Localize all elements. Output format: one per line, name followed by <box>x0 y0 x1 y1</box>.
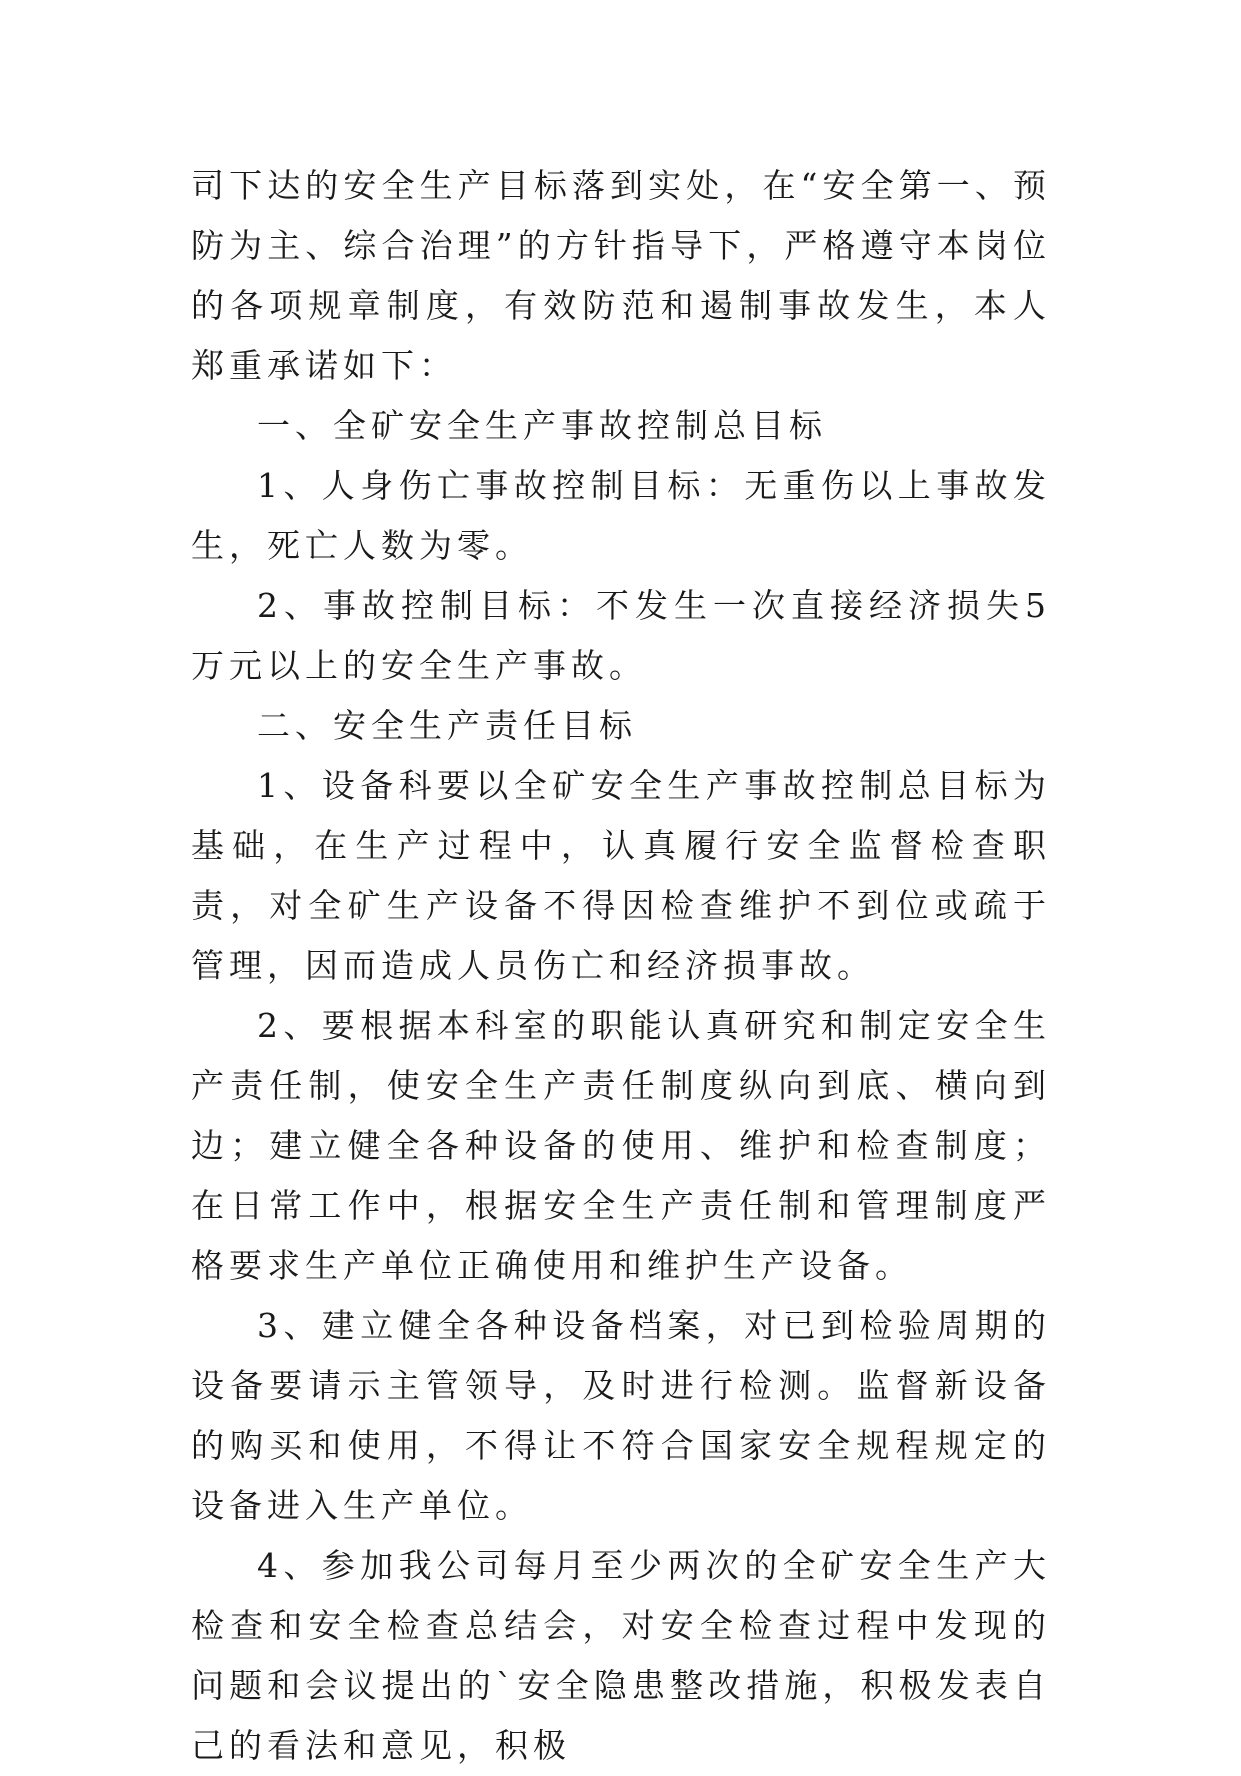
paragraph-2-3: 3、建立健全各种设备档案，对已到检验周期的设备要请示主管领导，及时进行检测。监督新设备的购买和使用，不得让不符合国家安全规程规定的设备进入生产单位。 <box>191 1306 1051 1525</box>
paragraph-1-1: 1、人身伤亡事故控制目标：无重伤以上事故发生，死亡人数为零。 <box>191 466 1051 565</box>
document-body <box>191 156 1051 1776</box>
paragraph-1-2: 2、事故控制目标：不发生一次直接经济损失5万元以上的安全生产事故。 <box>191 586 1051 685</box>
paragraph-2-1: 1、设备科要以全矿安全生产事故控制总目标为基础，在生产过程中，认真履行安全监督检查职责，对全矿生产设备不得因检查维护不到位或疏于管理，因而造成人员伤亡和经济损事故。 <box>191 766 1051 985</box>
paragraph-intro-continuation: 司下达的安全生产目标落到实处，在“安全第一、预防为主、综合治理”的方针指导下，严格遵守本岗位的各项规章制度，有效防范和遏制事故发生，本人郑重承诺如下： <box>191 166 1051 385</box>
section-heading-1: 一、全矿安全生产事故控制总目标 <box>257 406 827 445</box>
paragraph-2-2: 2、要根据本科室的职能认真研究和制定安全生产责任制，使安全生产责任制度纵向到底、横向到边；建立健全各种设备的使用、维护和检查制度；在日常工作中，根据安全生产责任制和管理制度严格要求生产单位正确使用和维护生产设备。 <box>191 1006 1051 1285</box>
section-heading-2: 二、安全生产责任目标 <box>257 706 637 745</box>
paragraph-2-4: 4、参加我公司每月至少两次的全矿安全生产大检查和安全检查总结会，对安全检查过程中发现的问题和会议提出的`安全隐患整改措施，积极发表自己的看法和意见，积极 <box>191 1546 1051 1765</box>
